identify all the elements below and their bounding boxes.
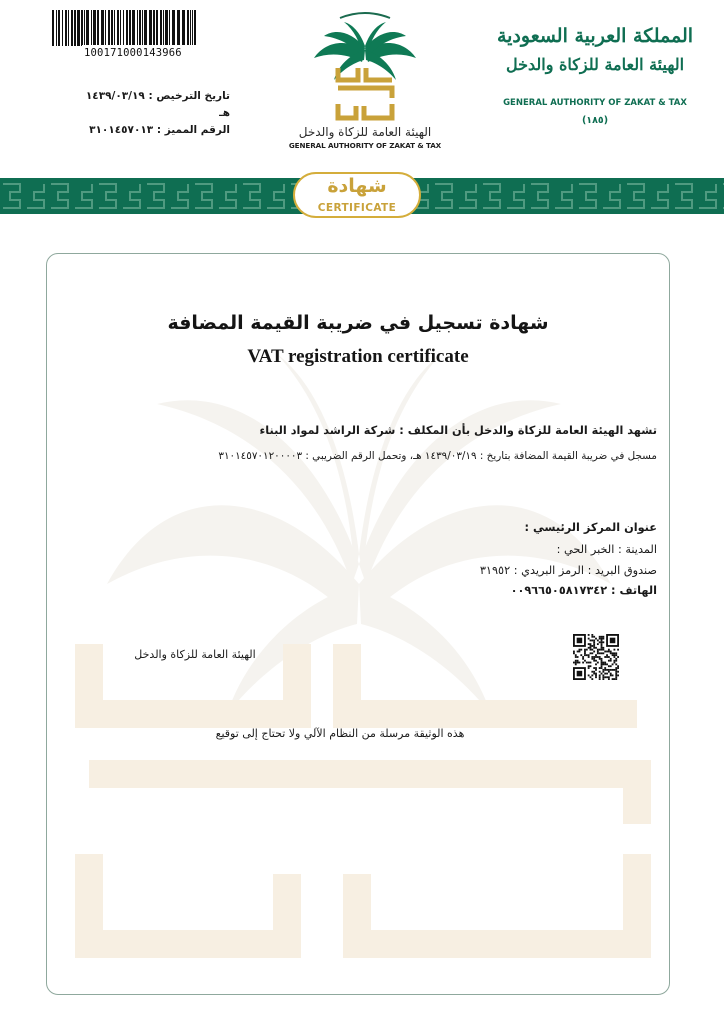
license-date-row bbox=[80, 88, 230, 122]
registration-statement: مسجل في ضريبة القيمة المضافة بتاريخ : ١٤٣٩/٠٣/١٩ هـ، وتحمل الرقم الضريبي : ٣١٠١٤٥٧٠١٢٠٠٠٠٣ bbox=[218, 450, 657, 462]
certificate-label-en: CERTIFICATE bbox=[317, 202, 397, 214]
phone-line: الهاتف : ٠٠٩٦٦٥٠٥٨١٧٣٤٢ bbox=[510, 584, 657, 597]
kingdom-name: المملكة العربية السعودية bbox=[496, 25, 694, 47]
license-date-label: تاريخ الترخيص : bbox=[148, 90, 230, 102]
authority-name-ar: الهيئة العامة للزكاة والدخل bbox=[505, 55, 685, 74]
license-id-row bbox=[80, 122, 230, 139]
logo-name-en: GENERAL AUTHORITY OF ZAKAT & TAX bbox=[288, 141, 442, 150]
license-id-value: ٣١٠١٤٥٧٠١٣ bbox=[89, 124, 154, 136]
address-heading: عنوان المركز الرئيسي : bbox=[524, 521, 657, 534]
qr-code-icon bbox=[573, 634, 619, 680]
auto-generated-note: هذه الوثيقة مرسلة من النظام الآلي ولا تحتاج إلى توقيع bbox=[215, 727, 465, 740]
logo-name-ar: الهيئة العامة للزكاة والدخل bbox=[298, 125, 432, 139]
certificate-title-en: VAT registration certificate bbox=[247, 346, 469, 367]
authority-name-en: GENERAL AUTHORITY OF ZAKAT & TAX bbox=[503, 98, 687, 108]
barcode-icon bbox=[52, 10, 196, 46]
authority-code: (١٨٥) bbox=[581, 115, 609, 126]
barcode-number: 100171000143966 bbox=[82, 45, 198, 61]
license-id-label: الرقم المميز : bbox=[156, 124, 230, 136]
city-district-line: المدينة : الخبر الحي : bbox=[556, 543, 657, 556]
taxpayer-statement: تشهد الهيئة العامة للزكاة والدخل بأن المكلف : شركة الراشد لمواد البناء bbox=[259, 424, 657, 437]
license-info bbox=[80, 88, 230, 139]
certificate-title-ar: شهادة تسجيل في ضريبة القيمة المضافة bbox=[167, 312, 549, 334]
barcode bbox=[52, 10, 196, 60]
license-date-value: ١٤٣٩/٠٣/١٩ هـ bbox=[85, 90, 230, 119]
signing-authority: الهيئة العامة للزكاة والدخل bbox=[134, 648, 256, 661]
certificate-label-ar: شهادة bbox=[327, 175, 387, 197]
postal-line: صندوق البريد : الرمز البريدي : ٣١٩٥٢ bbox=[479, 564, 657, 577]
